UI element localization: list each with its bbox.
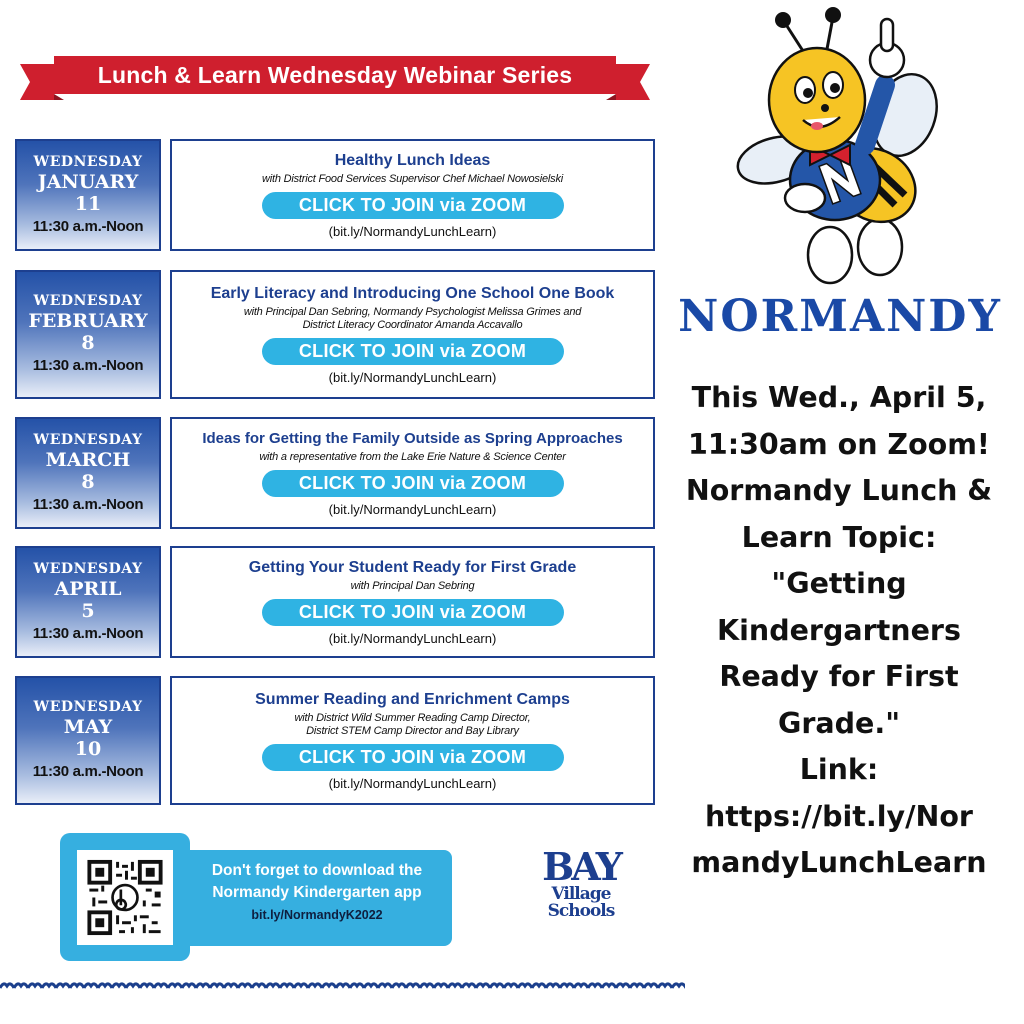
announcement-link[interactable]: https://bit.ly/Nor bbox=[705, 799, 973, 833]
session-link[interactable]: (bit.ly/NormandyLunchLearn) bbox=[328, 501, 497, 517]
date-box bbox=[15, 546, 161, 658]
series-banner bbox=[20, 54, 650, 104]
announcement-line: Kindergartners bbox=[717, 613, 961, 647]
date-weekday: WEDNESDAY bbox=[33, 699, 143, 715]
join-zoom-button[interactable]: CLICK TO JOIN via ZOOM bbox=[262, 338, 564, 365]
date-month: MARCH bbox=[45, 448, 131, 471]
announcement-line: 11:30am on Zoom! bbox=[688, 427, 990, 461]
session-presenter: with District Food Services Supervisor Chef Michael Nowosielski bbox=[261, 172, 563, 185]
date-day: 10 bbox=[74, 738, 102, 760]
bay-schools-text: Schools bbox=[547, 901, 615, 921]
session-presenter: with Principal Dan Sebring, Normandy Psychologist Melissa Grimes and bbox=[243, 305, 582, 318]
session-link[interactable]: (bit.ly/NormandyLunchLearn) bbox=[328, 630, 497, 646]
session-info bbox=[170, 546, 655, 658]
date-box bbox=[15, 270, 161, 399]
date-box bbox=[15, 139, 161, 251]
session-presenter: with a representative from the Lake Erie Nature & Science Center bbox=[259, 450, 566, 463]
date-time: 11:30 a.m.-Noon bbox=[32, 357, 144, 374]
session-presenter: with Principal Dan Sebring bbox=[350, 579, 475, 592]
date-month: MAY bbox=[63, 716, 113, 738]
session-title: Early Literacy and Introducing One School One Book bbox=[210, 284, 615, 302]
session-info bbox=[170, 417, 655, 529]
announcement bbox=[676, 375, 1002, 887]
promo-line-1: Don't forget to download the bbox=[211, 862, 423, 879]
qr-code-graphic bbox=[77, 850, 173, 945]
date-time: 11:30 a.m.-Noon bbox=[32, 763, 144, 780]
session-february bbox=[15, 270, 655, 399]
date-time: 11:30 a.m.-Noon bbox=[32, 217, 144, 235]
announcement-link[interactable]: mandyLunchLearn bbox=[691, 846, 987, 879]
join-zoom-button[interactable]: CLICK TO JOIN via ZOOM bbox=[262, 744, 564, 771]
promo-text bbox=[186, 860, 448, 922]
session-link[interactable]: (bit.ly/NormandyLunchLearn) bbox=[328, 775, 497, 791]
announcement-line: Normandy Lunch & bbox=[685, 474, 993, 507]
announcement-line: This Wed., April 5, bbox=[691, 381, 987, 414]
bay-village-logo bbox=[537, 844, 625, 921]
promo-line-2: Normandy Kindergarten app bbox=[212, 884, 422, 901]
wave-divider bbox=[0, 978, 685, 992]
bay-village-text: Village bbox=[551, 884, 611, 904]
date-day: 11 bbox=[74, 192, 102, 215]
session-title: Getting Your Student Ready for First Grade bbox=[248, 558, 577, 576]
date-time: 11:30 a.m.-Noon bbox=[32, 495, 144, 513]
bay-wordmark: BAY bbox=[542, 844, 620, 889]
session-presenter: with District Wild Summer Reading Camp Director, bbox=[294, 711, 531, 724]
normandy-wordmark: NORMANDY bbox=[678, 291, 1002, 342]
date-month: APRIL bbox=[54, 577, 122, 600]
date-time: 11:30 a.m.-Noon bbox=[32, 624, 144, 642]
announcement-line: Learn Topic: bbox=[741, 520, 937, 554]
session-title: Healthy Lunch Ideas bbox=[334, 151, 491, 169]
session-april bbox=[15, 546, 655, 658]
session-link[interactable]: (bit.ly/NormandyLunchLearn) bbox=[328, 223, 497, 239]
date-day: 8 bbox=[81, 470, 95, 493]
announcement-line: Link: bbox=[799, 753, 879, 786]
announcement-line: Ready for First bbox=[719, 660, 959, 693]
banner-title: Lunch & Learn Wednesday Webinar Series bbox=[97, 62, 573, 88]
date-day: 8 bbox=[81, 332, 95, 354]
session-presenter-cont: District STEM Camp Director and Bay Library bbox=[306, 724, 519, 737]
date-day: 5 bbox=[81, 599, 95, 622]
date-weekday: WEDNESDAY bbox=[33, 431, 143, 448]
session-info bbox=[170, 139, 655, 251]
date-month: JANUARY bbox=[37, 170, 139, 193]
session-info bbox=[170, 270, 655, 399]
date-box bbox=[15, 676, 161, 805]
app-promo bbox=[60, 833, 452, 961]
session-january bbox=[15, 139, 655, 251]
promo-url[interactable]: bit.ly/NormandyK2022 bbox=[251, 908, 383, 922]
join-zoom-button[interactable]: CLICK TO JOIN via ZOOM bbox=[262, 470, 564, 497]
date-weekday: WEDNESDAY bbox=[33, 560, 143, 577]
session-may bbox=[15, 676, 655, 805]
bee-mascot-icon bbox=[725, 5, 950, 290]
announcement-line: "Getting bbox=[771, 567, 907, 600]
date-weekday: WEDNESDAY bbox=[33, 153, 143, 170]
session-link[interactable]: (bit.ly/NormandyLunchLearn) bbox=[328, 369, 497, 385]
session-info bbox=[170, 676, 655, 805]
announcement-line: Grade." bbox=[777, 706, 901, 740]
date-box bbox=[15, 417, 161, 529]
date-month: FEBRUARY bbox=[28, 310, 148, 332]
session-title: Ideas for Getting the Family Outside as Spring Approaches bbox=[202, 429, 623, 447]
session-presenter-cont: District Literacy Coordinator Amanda Accavallo bbox=[302, 318, 523, 331]
session-march bbox=[15, 417, 655, 529]
qr-code-icon[interactable] bbox=[77, 850, 173, 945]
join-zoom-button[interactable]: CLICK TO JOIN via ZOOM bbox=[262, 599, 564, 626]
join-zoom-button[interactable]: CLICK TO JOIN via ZOOM bbox=[262, 192, 564, 219]
date-weekday: WEDNESDAY bbox=[33, 293, 143, 309]
session-title: Summer Reading and Enrichment Camps bbox=[255, 690, 570, 708]
